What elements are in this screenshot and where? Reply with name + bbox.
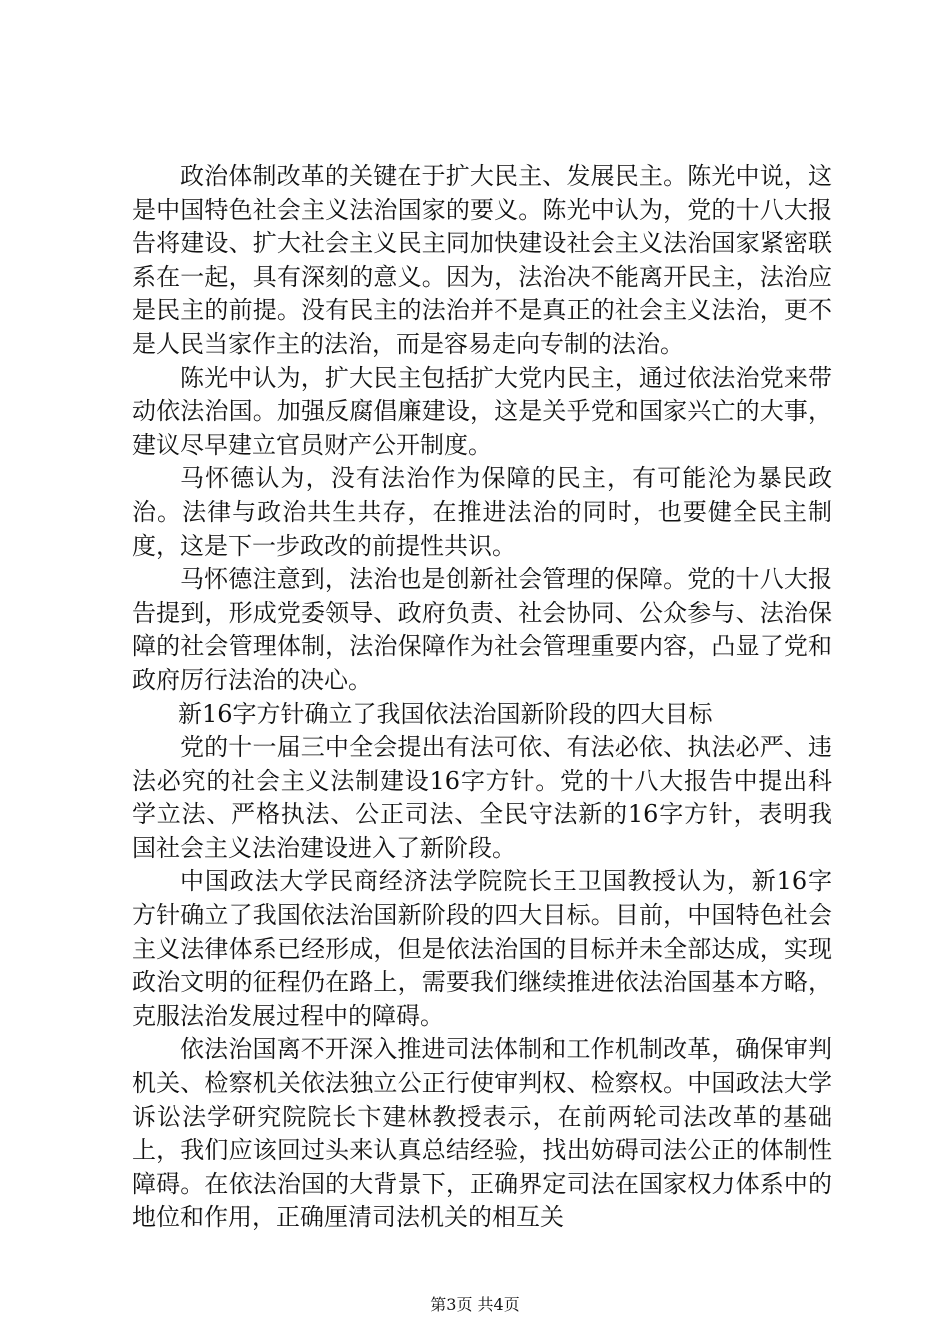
paragraph: 依法治国离不开深入推进司法体制和工作机制改革，确保审判机关、检察机关依法独立公正行使审判权、检察权。中国政法大学诉讼法学研究院院长卞建林教授表示，在前两轮司法改革的基础上，我们应该回过头来认真总结经验，找出妨碍司法公正的体制性障碍。在依法治国的大背景下，正确界定司法在国家权力体系中的地位和作用，正确厘清司法机关的相互关 [132, 1035, 832, 1232]
paragraph: 马怀德认为，没有法治作为保障的民主，有可能沦为暴民政治。法律与政治共生共存，在推进法治的同时，也要健全民主制度，这是下一步政改的前提性共识。 [132, 464, 832, 560]
paragraph: 党的十一届三中全会提出有法可依、有法必依、执法必严、违法必究的社会主义法制建设16字方针。党的十八大报告中提出科学立法、严格执法、公正司法、全民守法新的16字方针，表明我国社会主义法治建设进入了新阶段。 [132, 733, 832, 862]
paragraph: 马怀德注意到，法治也是创新社会管理的保障。党的十八大报告提到，形成党委领导、政府负责、社会协同、公众参与、法治保障的社会管理体制，法治保障作为社会管理重要内容，凸显了党和政府厉行法治的决心。 [132, 565, 832, 694]
paragraph: 陈光中认为，扩大民主包括扩大党内民主，通过依法治党来带动依法治国。加强反腐倡廉建设，这是关乎党和国家兴亡的大事，建议尽早建立官员财产公开制度。 [132, 363, 832, 459]
paragraph: 政治体制改革的关键在于扩大民主、发展民主。陈光中说，这是中国特色社会主义法治国家的要义。陈光中认为，党的十八大报告将建设、扩大社会主义民主同加快建设社会主义法治国家紧密联系在一起，具有深刻的意义。因为，法治决不能离开民主，法治应是民主的前提。没有民主的法治并不是真正的社会主义法治，更不是人民当家作主的法治，而是容易走向专制的法治。 [132, 162, 832, 358]
paragraph: 中国政法大学民商经济法学院院长王卫国教授认为，新16字方针确立了我国依法治国新阶段的四大目标。目前，中国特色社会主义法律体系已经形成，但是依法治国的目标并未全部达成，实现政治文明的征程仍在路上，需要我们继续推进依法治国基本方略，克服法治发展过程中的障碍。 [132, 867, 832, 1030]
document-body [132, 160, 832, 1235]
page-number-footer: 第3页 共4页 [430, 1295, 520, 1314]
section-heading: 新16字方针确立了我国依法治国新阶段的四大目标 [178, 699, 713, 728]
